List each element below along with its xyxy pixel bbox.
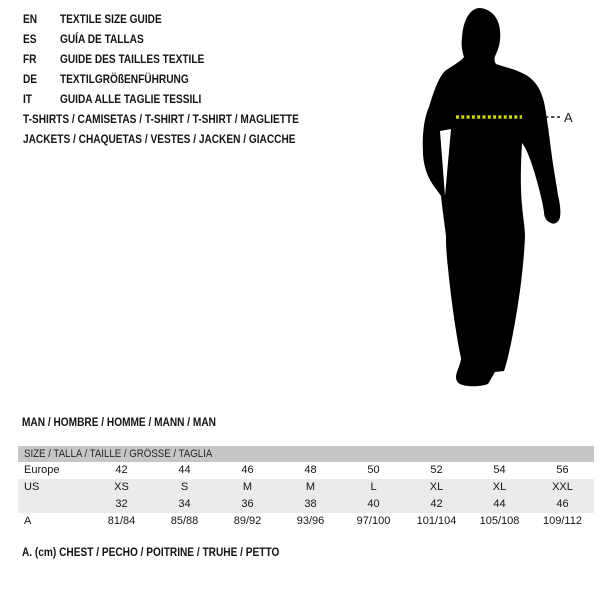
table-row-chest-a xyxy=(18,513,594,530)
language-row-it xyxy=(23,90,204,110)
row-label-chest-a: A xyxy=(24,515,32,527)
cell-a-1: 81/84 xyxy=(107,515,136,527)
cell-europe-1: 42 xyxy=(115,464,128,476)
measure-label-a: A xyxy=(564,110,573,125)
cell-alt-8: 46 xyxy=(556,498,569,510)
table-row-europe xyxy=(18,462,594,479)
cell-alt-5: 40 xyxy=(367,498,380,510)
cell-europe-2: 44 xyxy=(178,464,191,476)
language-code-de: DE xyxy=(23,74,38,86)
figure-wrap xyxy=(400,0,600,400)
language-row-en xyxy=(23,10,204,30)
language-title-es: GUÍA DE TALLAS xyxy=(59,34,144,46)
cell-europe-7: 54 xyxy=(493,464,506,476)
language-list xyxy=(23,10,204,110)
language-row-es xyxy=(23,30,204,50)
cell-alt-6: 42 xyxy=(430,498,443,510)
cell-a-7: 105/108 xyxy=(479,515,520,527)
language-title-de: TEXTILGRÖßENFÜHRUNG xyxy=(59,74,189,86)
cell-us-8: XXL xyxy=(552,481,573,493)
language-title-it: GUIDA ALLE TAGLIE TESSILI xyxy=(59,94,202,106)
cell-us-5: L xyxy=(370,481,377,493)
language-title-fr: GUIDE DES TAILLES TEXTILE xyxy=(59,54,205,66)
cell-alt-3: 36 xyxy=(241,498,254,510)
cell-a-5: 97/100 xyxy=(356,515,391,527)
man-silhouette-figure xyxy=(400,0,600,400)
language-row-fr xyxy=(23,50,204,70)
cell-us-6: XL xyxy=(429,481,444,493)
cell-a-4: 93/96 xyxy=(296,515,325,527)
cell-alt-2: 34 xyxy=(178,498,191,510)
cell-us-1: XS xyxy=(114,481,129,493)
cell-a-3: 89/92 xyxy=(233,515,262,527)
category-line-tshirts: T-SHIRTS / CAMISETAS / T-SHIRT / T-SHIRT / MAGLIETTE xyxy=(23,114,299,126)
language-code-it: IT xyxy=(23,94,33,106)
cell-europe-3: 46 xyxy=(241,464,254,476)
language-code-en: EN xyxy=(23,14,38,26)
cell-alt-7: 44 xyxy=(493,498,506,510)
size-table xyxy=(18,446,594,530)
category-line-jackets: JACKETS / CHAQUETAS / VESTES / JACKEN / GIACCHE xyxy=(23,133,296,146)
cell-us-3: M xyxy=(242,481,253,493)
cell-alt-1: 32 xyxy=(115,498,128,510)
cell-us-2: S xyxy=(180,481,189,493)
row-label-us: US xyxy=(24,481,40,493)
section-title-man: MAN / HOMBRE / HOMME / MANN / MAN xyxy=(22,417,216,429)
row-label-europe: Europe xyxy=(24,464,60,476)
cell-europe-8: 56 xyxy=(556,464,569,476)
language-row-de xyxy=(23,70,204,90)
footnote-chest-legend: A. (cm) CHEST / PECHO / POITRINE / TRUHE / PETTO xyxy=(22,547,280,559)
size-table-header xyxy=(18,446,594,462)
table-row-us xyxy=(18,479,594,496)
language-code-fr: FR xyxy=(23,54,37,66)
cell-europe-4: 48 xyxy=(304,464,317,476)
language-title-en: TEXTILE SIZE GUIDE xyxy=(59,14,162,26)
cell-us-4: M xyxy=(305,481,316,493)
cell-a-2: 85/88 xyxy=(170,515,199,527)
table-row-alt-size xyxy=(18,496,594,513)
man-silhouette xyxy=(423,8,561,386)
cell-alt-4: 38 xyxy=(304,498,317,510)
cell-europe-5: 50 xyxy=(367,464,380,476)
size-table-header-label: SIZE / TALLA / TAILLE / GRÖSSE / TAGLIA xyxy=(24,448,213,460)
cell-europe-6: 52 xyxy=(430,464,443,476)
cell-a-6: 101/104 xyxy=(416,515,457,527)
language-code-es: ES xyxy=(23,34,37,46)
cell-us-7: XL xyxy=(492,481,507,493)
category-list xyxy=(23,111,299,150)
cell-a-8: 109/112 xyxy=(543,515,582,527)
row-label-alt-size xyxy=(18,496,90,513)
